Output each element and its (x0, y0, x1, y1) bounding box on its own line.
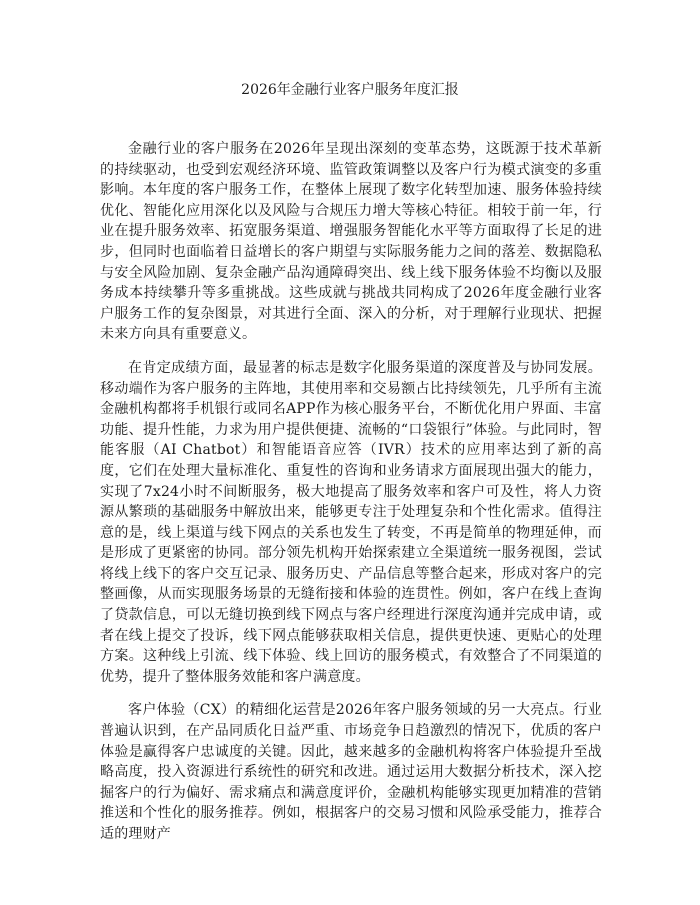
document-title: 2026年金融行业客户服务年度汇报 (241, 82, 459, 98)
document-body (100, 139, 602, 858)
paragraph-3: 客户体验（CX）的精细化运营是2026年客户服务领域的另一大亮点。行业普遍认识到，在产品同质化日益严重、市场竞争日趋激烈的情况下，优质的客户体验是赢得客户忠诚度的关键。因此，越来越多的金融机构将客户体验提升至战略高度，投入资源进行系统性的研究和改进。通过运用大数据分析技术，深入挖掘客户的行为偏好、需求痛点和满意度评价，金融机构能够实现更加精准的营销推送和个性化的服务推荐。例如，根据客户的交易习惯和风险承受能力，推荐合适的理财产 (100, 702, 602, 842)
paragraph-2: 在肯定成绩方面，最显著的标志是数字化服务渠道的深度普及与协同发展。移动端作为客户服务的主阵地，其使用率和交易额占比持续领先，几乎所有主流金融机构都将手机银行或同名APP作为核心服务平台，不断优化用户界面、丰富功能、提升性能，力求为用户提供便捷、流畅的“口袋银行”体验。与此同时，智能客服（AI Chatbot）和智能语音应答（IVR）技术的应用率达到了新的高度，它们在处理大量标准化、重复性的咨询和业务请求方面展现出强大的能力，实现了7x24小时不间断服务，极大地提高了服务效率和客户可及性，将人力资源从繁琐的基础服务中解放出来，能够更专注于处理复杂和个性化需求。值得注意的是，线上渠道与线下网点的关系也发生了转变，不再是简单的物理延伸，而是形成了更紧密的协同。部分领先机构开始探索建立全渠道统一服务视图，尝试将线上线下的客户交互记录、服务历史、产品信息等整合起来，形成对客户的完整画像，从而实现服务场景的无缝衔接和体验的连贯性。例如，客户在线上查询了贷款信息，可以无缝切换到线下网点与客户经理进行深度沟通并完成申请，或者在线上提交了投诉，线下网点能够获取相关信息，提供更快速、更贴心的处理方案。这种线上引流、线下体验、线上回访的服务模式，有效整合了不同渠道的优势，提升了整体服务效能和客户满意度。 (100, 359, 602, 685)
paragraph-1: 金融行业的客户服务在2026年呈现出深刻的变革态势，这既源于技术革新的持续驱动，也受到宏观经济环境、监管政策调整以及客户行为模式演变的多重影响。本年度的客户服务工作，在整体上展现了数字化转型加速、服务体验持续优化、智能化应用深化以及风险与合规压力增大等核心特征。相较于前一年，行业在提升服务效率、拓宽服务渠道、增强服务智能化水平等方面取得了长足的进步，但同时也面临着日益增长的客户期望与实际服务能力之间的落差、数据隐私与安全风险加剧、复杂金融产品沟通障碍突出、线上线下服务体验不均衡以及服务成本持续攀升等多重挑战。这些成就与挑战共同构成了2026年度金融行业客户服务工作的复杂图景，对其进行全面、深入的分析，对于理解行业现状、把握未来方向具有重要意义。 (100, 141, 602, 343)
